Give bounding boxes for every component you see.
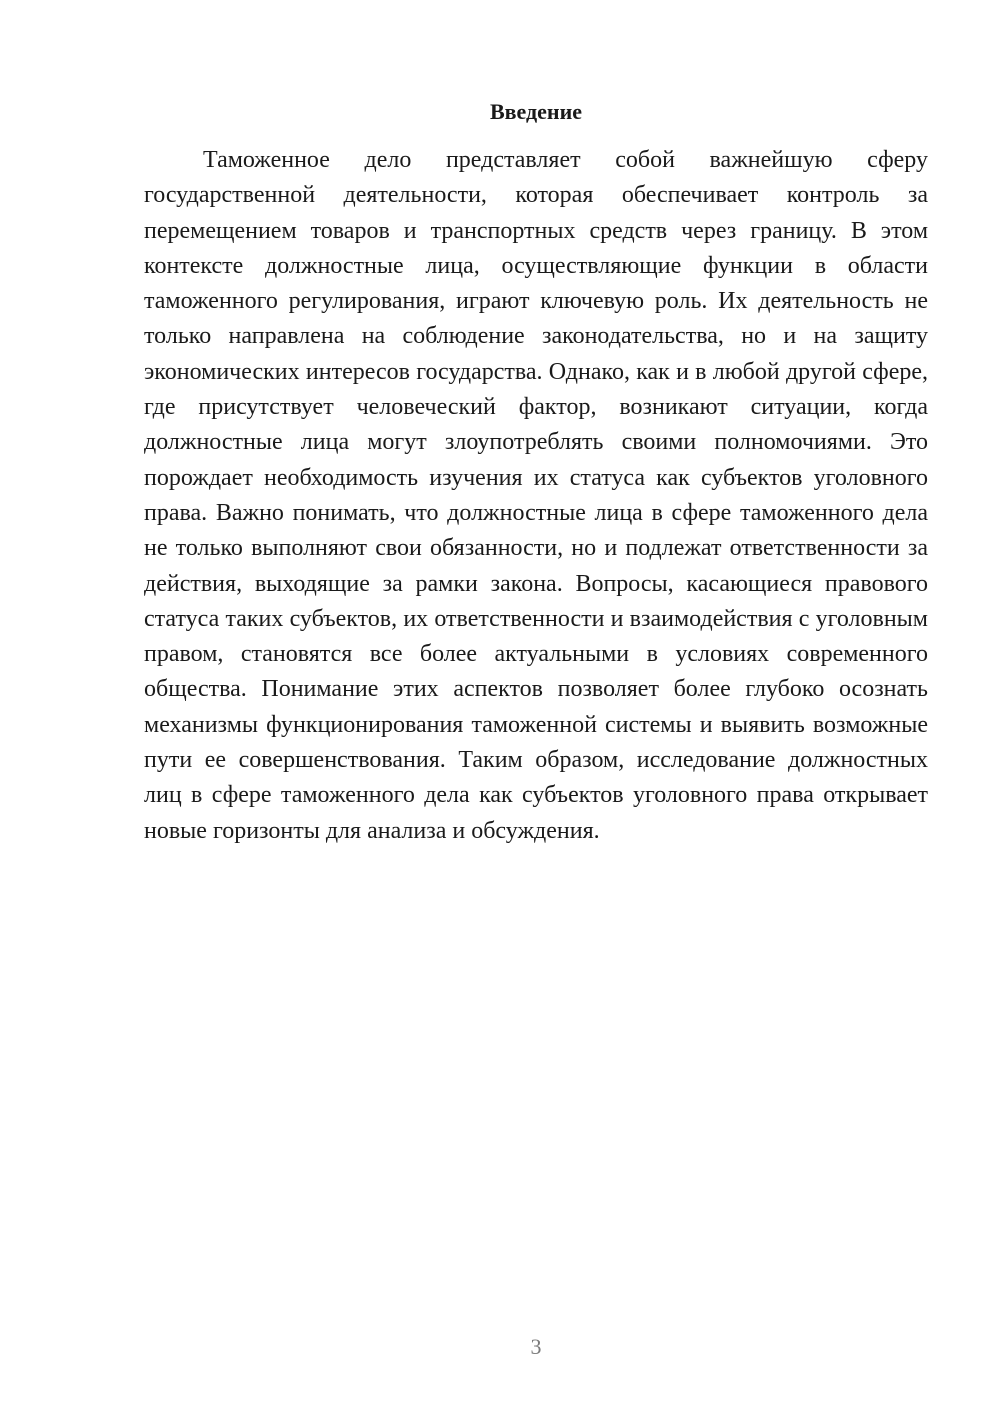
section-title: Введение xyxy=(489,99,583,124)
body-paragraph: Таможенное дело представляет собой важнейшую сферу государственной деятельности, которая обеспечивает контроль за перемещением товаров и транспортных средств через границу. В этом контексте должностные лица, осуществляющие функции в области таможенного регулирования, играют ключевую роль. Их деятельность не только направлена на соблюдение законодательства, но и на защиту экономических интересов государства. Однако, как и в любой другой сфере, где присутствует человеческий фактор, возникают ситуации, когда должностные лица могут злоупотреблять своими полномочиями. Это порождает необходимость изучения их статуса как субъектов уголовного права. Важно понимать, что должностные лица в сфере таможенного дела не только выполняют свои обязанности, но и подлежат ответственности за действия, выходящие за рамки закона. Вопросы, касающиеся правового статуса таких субъектов, их ответственности и взаимодействия с уголовным правом, становятся все более актуальными в условиях современного общества. Понимание этих аспектов позволяет более глубоко осознать механизмы функционирования таможенной системы и выявить возможные пути ее совершенствования. Таким образом, исследование должностных лиц в сфере таможенного дела как субъектов уголовного права открывает новые горизонты для анализа и обсуждения. xyxy=(144,147,928,844)
page-number: 3 xyxy=(530,1334,542,1359)
